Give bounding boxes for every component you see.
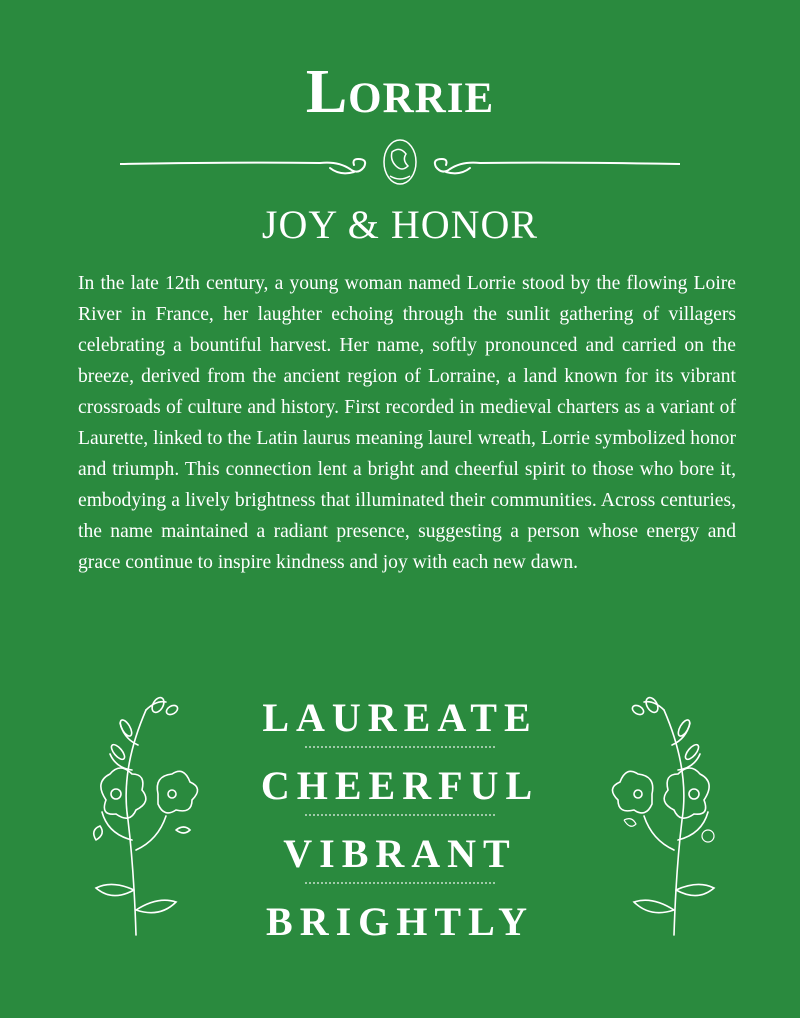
trait-word: VIBRANT bbox=[283, 831, 517, 876]
trait-word: CHEERFUL bbox=[260, 763, 540, 808]
name-title: Lorrie bbox=[305, 58, 495, 126]
trait-word: BRIGHTLY bbox=[266, 899, 534, 944]
trait-word: LAUREATE bbox=[262, 695, 538, 740]
traits-list bbox=[200, 694, 600, 946]
dotted-separator bbox=[305, 746, 495, 748]
floral-branch-icon bbox=[604, 690, 734, 940]
ornamental-divider-icon bbox=[120, 132, 680, 192]
dotted-separator bbox=[305, 814, 495, 816]
name-story: In the late 12th century, a young woman named Lorrie stood by the flowing Loire River in France, her laughter echoing through the sunlit gathering of villagers celebrating a bountiful harvest. Her name, softly pronounced and carried on the breeze, derived from the ancient region of Lorraine, a land known for its vibrant crossroads of culture and history. First recorded in medieval charters as a variant of Laurette, linked to the Latin laurus meaning laurel wreath, Lorrie symbolized honor and triumph. This connection lent a bright and cheerful spirit to those who bore it, embodying a lively brightness that illuminated their communities. Across centuries, the name maintained a radiant presence, suggesting a person whose energy and grace continue to inspire kindness and joy with each new dawn. bbox=[78, 273, 736, 573]
floral-branch-icon bbox=[76, 690, 206, 940]
dotted-separator bbox=[305, 882, 495, 884]
subtitle: JOY & HONOR bbox=[261, 202, 539, 247]
